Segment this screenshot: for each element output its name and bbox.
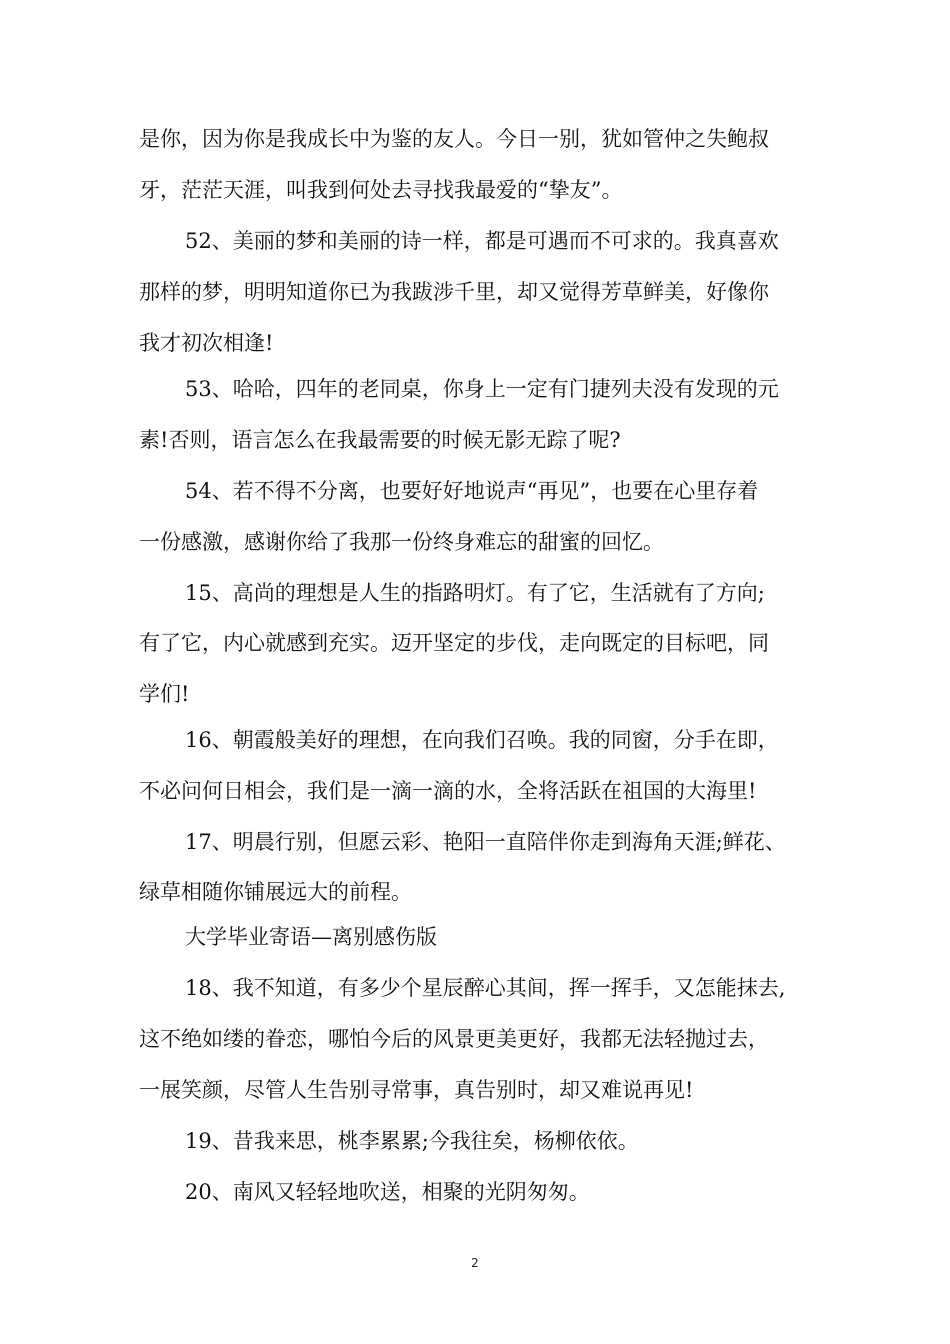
text-line: 19、昔我来思，桃李累累;今我往矣，杨柳依依。 — [185, 1129, 639, 1153]
text-line: 不必问何日相会，我们是一滴一滴的水，全将活跃在祖国的大海里! — [139, 779, 757, 803]
text-line: 53、哈哈，四年的老同桌，你身上一定有门捷列夫没有发现的元 — [185, 377, 779, 401]
text-line: 17、明晨行别，但愿云彩、艳阳一直陪伴你走到海角天涯;鲜花、 — [185, 830, 786, 854]
text-line: 是你，因为你是我成长中为鉴的友人。今日一别，犹如管仲之失鲍叔 — [139, 127, 769, 151]
text-line: 素!否则，语言怎么在我最需要的时候无影无踪了呢? — [139, 428, 621, 452]
text-line: 20、南风又轻轻地吹送，相聚的光阴匆匆。 — [185, 1180, 590, 1204]
text-line: 一份感激，感谢你给了我那一份终身难忘的甜蜜的回忆。 — [139, 530, 664, 554]
text-line: 那样的梦，明明知道你已为我跋涉千里，却又觉得芳草鲜美，好像你 — [139, 280, 769, 304]
text-line: 我才初次相逢! — [139, 331, 274, 355]
text-line: 这不绝如缕的眷恋，哪怕今后的风景更美更好，我都无法轻抛过去， — [139, 1027, 769, 1051]
section-heading: 大学毕业寄语—离别感伤版 — [185, 925, 437, 949]
text-line: 18、我不知道，有多少个星辰醉心其间，挥一挥手，又怎能抹去, — [185, 976, 786, 1000]
page-number: 2 — [471, 1256, 479, 1270]
text-line: 52、美丽的梦和美丽的诗一样，都是可遇而不可求的。我真喜欢 — [185, 229, 779, 253]
text-line: 15、高尚的理想是人生的指路明灯。有了它，生活就有了方向; — [185, 581, 765, 605]
text-line: 有了它，内心就感到充实。迈开坚定的步伐，走向既定的目标吧，同 — [139, 631, 769, 655]
text-line: 学们! — [139, 682, 190, 706]
text-line: 16、朝霞般美好的理想，在向我们召唤。我的同窗，分手在即， — [185, 728, 779, 752]
text-line: 54、若不得不分离，也要好好地说声“再见”，也要在心里存着 — [185, 479, 759, 503]
text-line: 一展笑颜，尽管人生告别寻常事，真告别时，却又难说再见! — [139, 1078, 694, 1102]
text-line: 牙，茫茫天涯，叫我到何处去寻找我最爱的“挚友”。 — [139, 178, 623, 202]
text-line: 绿草相随你铺展远大的前程。 — [139, 880, 412, 904]
